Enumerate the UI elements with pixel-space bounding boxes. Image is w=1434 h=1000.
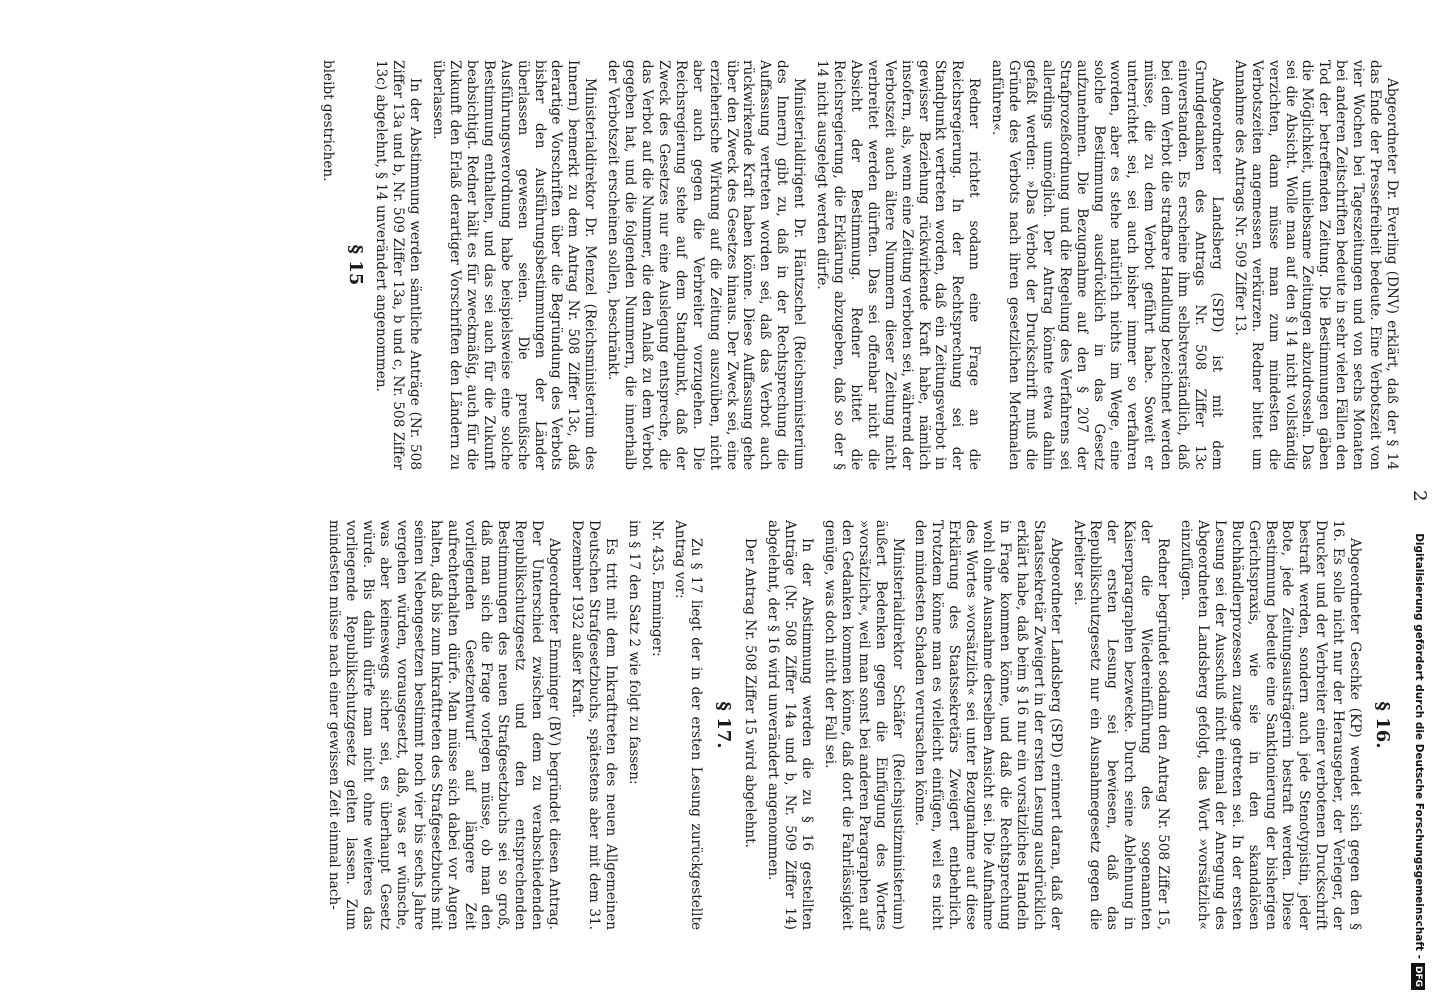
- paragraph: im § 17 den Satz 2 wie folgt zu fassen:: [625, 520, 642, 785]
- paragraph: Abgeordneter Geschke (KP) wendet sich gegen den § 16. Es solle nicht nur der Herausgeber, der Verleger, der Drucker und der Verbreiter einer verbotenen Druckschrift bestraft werden, sondern auch jede Stenotypistin, jeder Bote, jede Zeitungsausträgerin bestraft werden. Diese Bestimmung bedeute eine Sanktionierung der bisherigen Gerichtspraxis, wie sie in den skandalösen Buchhändlerprozessen zutage getreten sei. In der ersten Lesung sei der Ausschuß nicht einmal der Anregung des Abgeordneten Landsberg gefolgt, das Wort »vorsätzlich« einzufügen.: [1178, 520, 1364, 930]
- section-heading: § 17.: [713, 701, 735, 749]
- section-heading: § 15: [344, 244, 366, 286]
- dfg-logo: DFG: [1411, 963, 1425, 990]
- paragraph: Ministerialdirigent Dr. Häntzschel (Reichsministerium des Innern) gibt zu, daß in der Rechtsprechung die Auffassung vertreten worden sei, daß das Verbot auch rückwirkende Kraft haben könne. Diese Auffassung gehe über den Zweck des Gesetzes hinaus. Der Zweck sei, eine erzieherische Wirkung auf die Zeitung auszuüben, nicht aber auch gegen die Verbreiter vorzugehen. Die Reichsregierung stehe auf dem Standpunkt, daß der Zweck des Gesetzes nur eine Auslegung entspreche, die das Verbot auf die Nummer, die den Anlaß zu dem Verbot gegeben hat, und die folgenden Nummern, die innerhalb der Verbotszeit erscheinen sollen, beschränkt.: [605, 60, 808, 470]
- paragraph: Nr. 435. Emminger:: [648, 520, 665, 657]
- paragraph: In der Abstimmung werden sämtliche Anträge (Nr. 508 Ziffer 13a und b, Nr. 509 Ziffer 13a, b und c, Nr. 508 Ziffer 13c) abgelehnt, § 14 unverändert angenommen.: [373, 60, 424, 470]
- paragraph: Abgeordneter Emminger (BV) begründet diesen Antrag. Der Unterschied zwischen dem zu verabschiedenden Republikschutzgesetz und den entsprechenden Bestimmungen des neuen Strafgesetzbuchs sei so groß, daß man sich die Frage vorlegen müsse, ob man den vorliegenden Gesetzentwurf auf längere Zeit aufrechterhalten dürfe. Man müsse sich dabei vor Augen halten, daß bis zum Inkrafttreten des Strafgesetzbuchs mit seinen Nebengesetzen bestimmt noch vier bis sechs Jahre vergehen würden, vorausgesetzt, daß, was er wünsche, was aber keineswegs sicher sei, es überhaupt Gesetz würde. Bis dahin dürfe man nicht ohne weiteres das vorliegende Republikschutzgesetz gelten lassen. Zum mindesten müsse nach einer gewissen Zeit einmal nach-: [326, 520, 563, 930]
- paragraph: Der Antrag Nr. 508 Ziffer 15 wird abgelehnt.: [742, 538, 759, 848]
- paragraph: bleibt gestrichen.: [319, 60, 336, 182]
- credit-text: Digitalisierung gefördert durch die Deutsche Forschungsgemeinschaft -: [1413, 533, 1425, 959]
- paragraph: Abgeordneter Landsberg (SPD) ist mit dem Grundgedanken des Antrags Nr. 508 Ziffer 13c einverstanden. Es erscheine ihm selbstverständlich, daß bei dem Verbot die strafbare Handlung bezeichnet werden müsse, die zu dem Verbot geführt habe. Soweit er unterrichtet sei, sei auch bisher immer so verfahren worden, aber es stehe natürlich nichts im Wege, eine solche Bestimmung ausdrücklich in das Gesetz aufzunehmen. Die Bezugnahme auf den § 207 der Strafprozeßordnung und die Regelung des Verfahrens sei allerdings unmöglich. Der Antrag könnte etwa dahin gefaßt werden: »Das Verbot der Druckschrift muß die Gründe des Verbots nach ihren gesetzlichen Merkmalen anführen«.: [989, 60, 1225, 470]
- paragraph: Es tritt mit dem Inkrafttreten des neuen Allgemeinen Deutschen Strafgesetzbuchs, spätestens aber mit dem 31. Dezember 1932 außer Kraft.: [569, 520, 619, 930]
- paragraph: Zu § 17 liegt der in der ersten Lesung zurückgestellte Antrag vor:: [671, 520, 705, 930]
- text-column-left: [313, 60, 1400, 470]
- paragraph: Redner begründet sodann den Antrag Nr. 508 Ziffer 15, der die Wiedereinführung des sogenannten Kaiserparagraphen bezwecke. Durch seine Ablehnung in der ersten Lesung sei bewiesen, daß das Republikschutzgesetz nur ein Ausnahmegesetz gegen die Arbeiter sei.: [1070, 520, 1172, 930]
- page-number: 2: [1409, 490, 1430, 502]
- text-column-right: [319, 520, 1400, 930]
- paragraph: Abgeordneter Dr. Everling (DNV) erklärt, daß der § 14 das Ende der Pressefreiheit bedeute. Eine Verbotszeit von vier Wochen bei Tageszeitungen und von sechs Monaten bei anderen Zeitschriften bedeute in sehr vielen Fällen den Tod der betreffenden Zeitung. Die Bestimmungen gäben die Möglichkeit, unliebsame Zeitungen abzudrosseln. Das sei die Absicht. Wolle man auf den § 14 nicht vollständig verzichten, dann müsse man zum mindesten die Verbotszeiten angemessen verkürzen. Redner bittet um Annahme des Antrags Nr. 509 Ziffer 13.: [1231, 60, 1400, 470]
- section-heading: § 16.: [1372, 701, 1393, 749]
- paragraph: Ministerialdirektor Dr. Menzel (Reichsministerium des Innern) bemerkt zu dem Antrag Nr. 508 Ziffer 13c, daß derartige Vorschriften über die Begründung des Verbots bisher den Ausführungsbestimmungen der Länder überlassen gewesen seien. Die preußische Ausführungsverordnung habe beispielsweise eine solche Bestimmung enthalten, und das sei auch für die Zukunft beabsichtigt. Redner hält es für zweckmäßig, auch für die Zukunft den Erlaß derartiger Vorschriften den Ländern zu überlassen.: [430, 60, 599, 470]
- paragraph: Ministerialdirektor Schäfer (Reichsjustizministerium) äußert Bedenken gegen die Einfügung des Wortes »vorsätzlich«, weil man sonst bei anderen Paragraphen auf den Gedanken kommen könne, daß dort die Fahrlässigkeit genüge, was doch nicht der Fall sei.: [821, 520, 906, 930]
- paragraph: Redner richtet sodann eine Frage an die Reichsregierung. In der Rechtsprechung sei der Standpunkt vertreten worden, daß ein Zeitungsverbot in gewisser Beziehung rückwirkende Kraft habe, nämlich insofern, als, wenn eine Zeitung verboten sei, während der Verbotszeit auch ältere Nummern dieser Zeitung nicht verbreitet werden dürften. Das sei offenbar nicht die Absicht der Bestimmung. Redner bittet die Reichsregierung, die Erklärung abzugeben, daß so der § 14 nicht ausgelegt werden dürfe.: [814, 60, 983, 470]
- credit-line: [1408, 10, 1430, 990]
- paragraph: Abgeordneter Landsberg (SPD) erinnert daran, daß der Staatssekretär Zweigert in der ersten Lesung ausdrücklich erklärt habe, daß beim § 16 nur ein vorsätzliches Handeln in Frage kommen könne, und daß die Rechtsprechung wohl ohne Ausnahme derselben Ansicht sei. Die Aufnahme des Wortes »vorsätzlich« sei unter Bezugnahme auf diese Erklärung des Staatssekretärs Zweigert entbehrlich. Trotzdem könne man es vielleicht einfügen, weil es nicht den mindesten Schaden verursachen könne.: [912, 520, 1064, 930]
- digitization-credit: [1408, 10, 1430, 990]
- paragraph: In der Abstimmung werden die zu § 16 gestellten Anträge (Nr. 508 Ziffer 14a und b, Nr. 509 Ziffer 14) abgelehnt, der § 16 wird unverändert angenommen.: [765, 520, 815, 930]
